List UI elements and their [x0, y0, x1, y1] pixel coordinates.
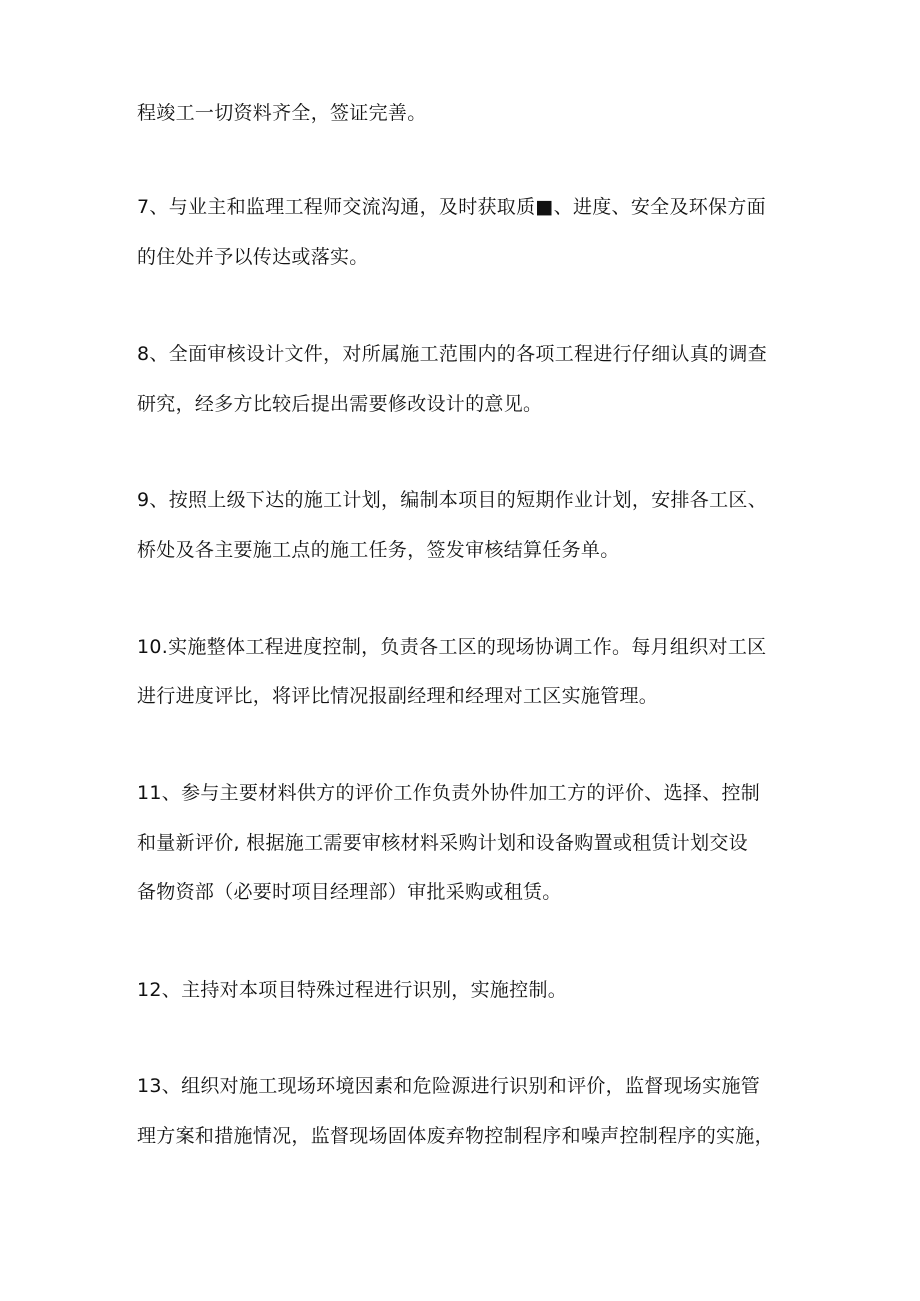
paragraph-line: 理方案和措施情况，监督现场固体废弃物控制程序和噪声控制程序的实施，	[137, 1125, 774, 1147]
paragraph-line: 进行进度评比，将评比情况报副经理和经理对工区实施管理。	[137, 685, 659, 707]
paragraph-line: 13、组织对施工现场环境因素和危险源进行识别和评价，监督现场实施管	[137, 1075, 761, 1097]
paragraph-line: 11、参与主要材料供方的评价工作负责外协件加工方的评价、选择、控制	[137, 782, 761, 804]
paragraph-line: 和量新评价, 根据施工需要审核材料采购计划和设备购置或租赁计划交设	[137, 832, 748, 854]
paragraph-line: 研究，经多方比较后提出需要修改设计的意见。	[137, 393, 543, 415]
paragraph-line: 12、主持对本项目特殊过程进行识别，实施控制。	[137, 979, 568, 1001]
paragraph-line: 7、与业主和监理工程师交流沟通，及时获取质■、进度、安全及环保方面	[137, 196, 766, 218]
paragraph-line: 程竣工一切资料齐全，签证完善。	[137, 102, 427, 124]
paragraph-line: 的住处并予以传达或落实。	[137, 246, 369, 268]
paragraph-line: 10.实施整体工程进度控制，负责各工区的现场协调工作。每月组织对工区	[137, 636, 767, 658]
paragraph-line: 9、按照上级下达的施工计划，编制本项目的短期作业计划，安排各工区、	[137, 489, 767, 511]
paragraph-line: 8、全面审核设计文件，对所属施工范围内的各项工程进行仔细认真的调查	[137, 343, 767, 365]
paragraph-line: 桥处及各主要施工点的施工任务，签发审核结算任务单。	[137, 539, 620, 561]
paragraph-line: 备物资部（必要时项目经理部）审批采购或租赁。	[137, 881, 562, 903]
